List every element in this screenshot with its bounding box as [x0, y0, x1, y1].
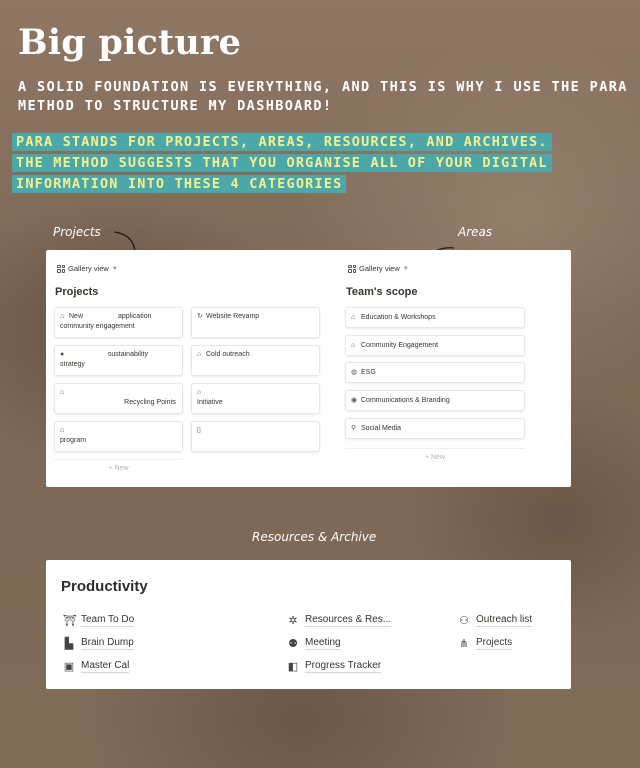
house-icon: ⌂ [60, 313, 65, 320]
link-progress-tracker[interactable] [287, 660, 381, 673]
link-label: Resources & Res... [305, 614, 392, 625]
link-projects[interactable] [458, 637, 512, 650]
projects-title: Projects [55, 286, 99, 298]
document-icon: ▯ [197, 427, 201, 434]
project-card[interactable] [54, 421, 183, 452]
house-icon: ⌂ [351, 314, 356, 321]
link-label: Meeting [305, 637, 341, 648]
project-card-text: Recycling Points [124, 399, 176, 406]
sparkle-icon: ✲ [288, 615, 298, 627]
projects-icon: ⋔ [459, 638, 469, 650]
house-icon: ⌂ [60, 389, 65, 396]
link-brain-dump[interactable] [63, 637, 134, 650]
scope-new-button[interactable]: + New [345, 448, 525, 461]
scope-item-label: Community Engagement [361, 342, 439, 349]
project-card-text: Website Revamp [206, 313, 260, 320]
view-label: Gallery view [68, 264, 109, 273]
meeting-icon: ⚉ [288, 638, 298, 650]
link-meeting[interactable] [287, 637, 341, 650]
scope-item-label: Communications & Branding [361, 397, 450, 404]
annotation-resources: Resources & Archive [252, 530, 377, 544]
project-card[interactable] [191, 421, 320, 452]
scope-title: Team's scope [346, 286, 418, 298]
person-icon: ⚲ [351, 425, 357, 432]
projects-view-toggle[interactable] [57, 264, 118, 273]
refresh-icon: ↻ [197, 313, 203, 320]
school-icon: ⌂ [60, 427, 65, 434]
house-icon: ⌂ [197, 389, 202, 396]
highlight-line: PARA STANDS FOR PROJECTS, AREAS, RESOURCES, AND ARCHIVES. [12, 133, 552, 151]
globe-icon: ◍ [351, 369, 358, 376]
link-label: Projects [476, 637, 513, 648]
gallery-icon [57, 265, 65, 273]
project-card-text: Cold outreach [206, 351, 250, 358]
link-label: Master Cal [81, 660, 130, 671]
highlight-text [12, 132, 612, 195]
house-icon: ⌂ [197, 351, 202, 358]
projects-new-button[interactable]: + New [54, 459, 183, 472]
project-card-text: program [60, 437, 87, 444]
chat-icon: ◉ [351, 397, 358, 404]
scope-item-label: ESG [361, 369, 376, 376]
drop-icon: ● [60, 351, 65, 358]
productivity-panel [46, 560, 571, 689]
annotation-projects: Projects [53, 225, 101, 239]
signpost-icon: ⛩ [63, 615, 77, 627]
chevron-down-icon: ▼ [111, 265, 118, 272]
link-resources[interactable] [287, 614, 391, 627]
view-label: Gallery view [359, 264, 400, 273]
chevron-down-icon: ▼ [402, 265, 409, 272]
page-title: Big picture [18, 22, 242, 63]
annotation-areas: Areas [458, 225, 493, 239]
tracker-icon: ◧ [287, 661, 299, 673]
scope-view-toggle[interactable] [348, 264, 409, 273]
link-label: Team To Do [81, 614, 135, 625]
link-master-cal[interactable] [63, 660, 129, 673]
project-card[interactable] [191, 383, 320, 414]
project-card[interactable] [191, 345, 320, 376]
link-outreach-list[interactable] [458, 614, 532, 627]
project-card[interactable] [54, 307, 183, 338]
link-team-to-do[interactable] [63, 614, 134, 627]
link-label: Brain Dump [81, 637, 134, 648]
para-dashboard-panel [46, 250, 571, 487]
calendar-icon: ▣ [63, 661, 75, 673]
project-card[interactable] [191, 307, 320, 338]
project-card-text: Initiative [197, 399, 223, 406]
project-card[interactable] [54, 383, 183, 414]
link-label: Outreach list [476, 614, 533, 625]
productivity-title: Productivity [61, 578, 148, 595]
scope-item-label: Social Media [361, 425, 402, 432]
scope-item[interactable] [345, 390, 525, 411]
gallery-icon [348, 265, 356, 273]
toilet-icon: ▙ [64, 638, 74, 650]
project-card-text: sustainability strategy [60, 351, 148, 368]
people-icon: ⚇ [459, 615, 469, 627]
intro-text: A SOLID FOUNDATION IS EVERYTHING, AND THIS IS WHY I USE THE PARA METHOD TO STRUCTURE MY DASHBOARD! [18, 79, 628, 114]
house-icon: ⌂ [351, 342, 356, 349]
scope-item[interactable] [345, 307, 525, 328]
scope-item-label: Education & Workshops [361, 314, 436, 321]
scope-item[interactable] [345, 418, 525, 439]
highlight-line: THE METHOD SUGGESTS THAT YOU ORGANISE ALL OF YOUR DIGITAL [12, 154, 552, 172]
scope-item[interactable] [345, 335, 525, 356]
scope-item[interactable] [345, 362, 525, 383]
project-card[interactable] [54, 345, 183, 376]
link-label: Progress Tracker [305, 660, 382, 671]
highlight-line: INFORMATION INTO THESE 4 CATEGORIES [12, 175, 346, 193]
project-card-text: New application community engagement [60, 313, 152, 330]
